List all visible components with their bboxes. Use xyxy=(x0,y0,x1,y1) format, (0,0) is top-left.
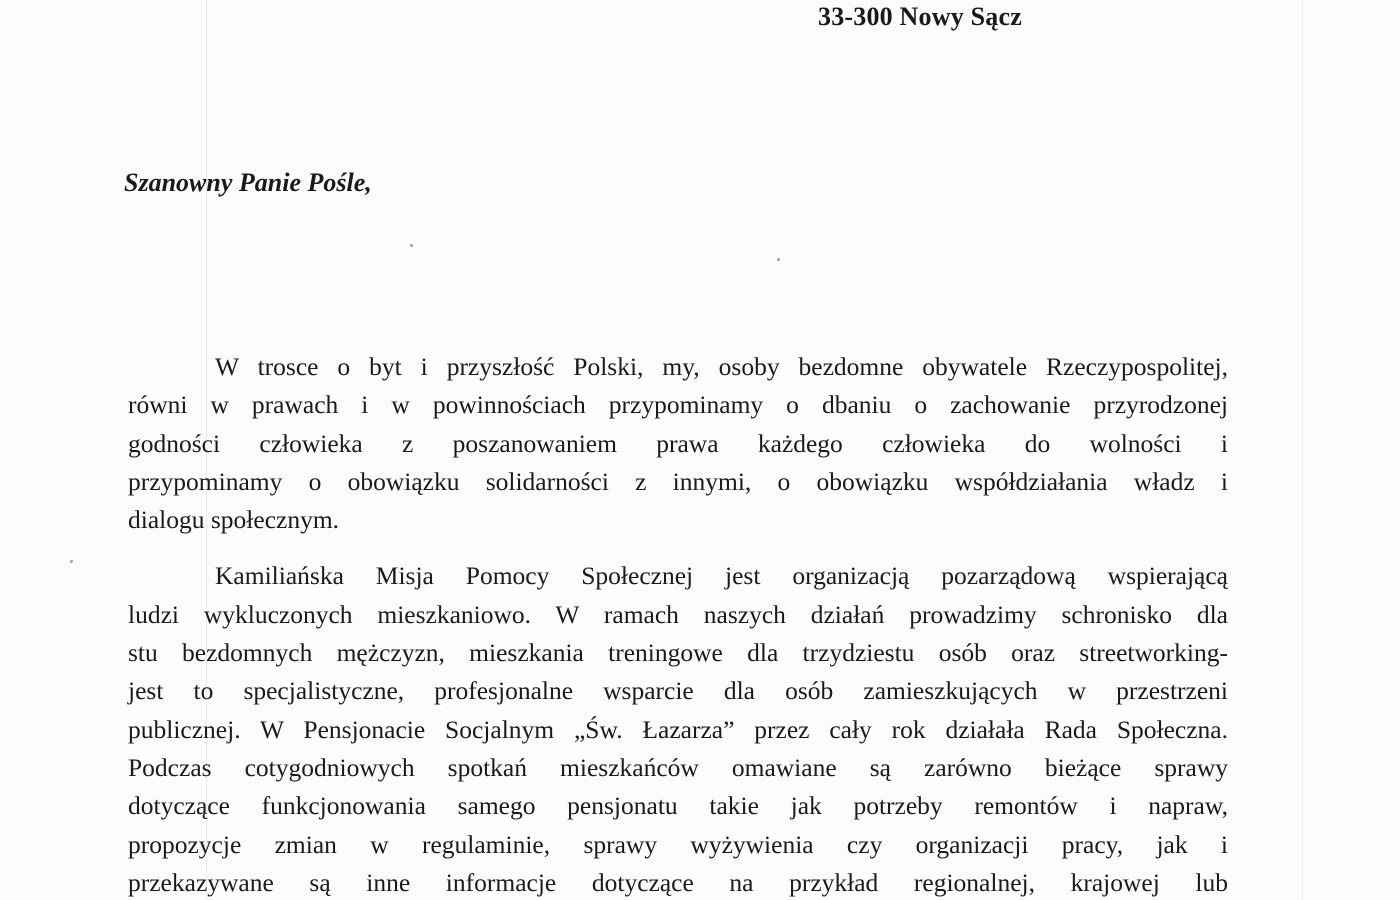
paragraph-line: równi w prawach i w powinnościach przypominamy o dbaniu o zachowanie przyrodzonej xyxy=(128,390,1228,420)
paragraph-line: Podczas cotygodniowych spotkań mieszkańców omawiane są zarówno bieżące sprawy xyxy=(128,752,1228,782)
letter-body xyxy=(128,348,1228,900)
paragraph-1 xyxy=(128,348,1228,539)
paragraph-line: dialogu społecznym. xyxy=(128,505,340,535)
paragraph-2 xyxy=(128,557,1228,900)
scan-speck xyxy=(70,560,73,563)
salutation: Szanowny Panie Pośle, xyxy=(124,168,372,197)
paragraph-line: W trosce o byt i przyszłość Polski, my, osoby bezdomne obywatele Rzeczypospolitej, xyxy=(215,352,1228,381)
paragraph-line: przekazywane są inne informacje dotyczące na przykład regionalnej, krajowej lub xyxy=(128,867,1228,897)
paragraph-line: stu bezdomnych mężczyzn, mieszkania treningowe dla trzydziestu osób oraz streetworking- xyxy=(128,638,1228,668)
paragraph-line: jest to specjalistyczne, profesjonalne wsparcie dla osób zamieszkujących w przestrzeni xyxy=(128,676,1228,706)
scan-speck xyxy=(410,244,413,247)
paragraph-line: przypominamy o obowiązku solidarności z innymi, o obowiązku współdziałania władz i xyxy=(128,466,1228,496)
paragraph-line: ludzi wykluczonych mieszkaniowo. W ramach naszych działań prowadzimy schronisko dla xyxy=(128,599,1228,629)
paragraph-line: dotyczące funkcjonowania samego pensjonatu takie jak potrzeby remontów i napraw, xyxy=(128,791,1228,821)
paragraph-line: publicznej. W Pensjonacie Socjalnym „Św. Łazarza” przez cały rok działała Rada Społeczna. xyxy=(128,714,1228,744)
address-city-line: 33-300 Nowy Sącz xyxy=(818,2,1022,31)
paragraph-line: propozycje zmian w regulaminie, sprawy wyżywienia czy organizacji pracy, jak i xyxy=(128,829,1228,859)
paragraph-line: godności człowieka z poszanowaniem prawa każdego człowieka do wolności i xyxy=(128,428,1228,458)
scan-speck xyxy=(777,258,780,261)
paragraph-line: Kamiliańska Misja Pomocy Społecznej jest organizacją pozarządową wspierającą xyxy=(215,561,1228,591)
page-fold-line-right xyxy=(1302,0,1303,900)
